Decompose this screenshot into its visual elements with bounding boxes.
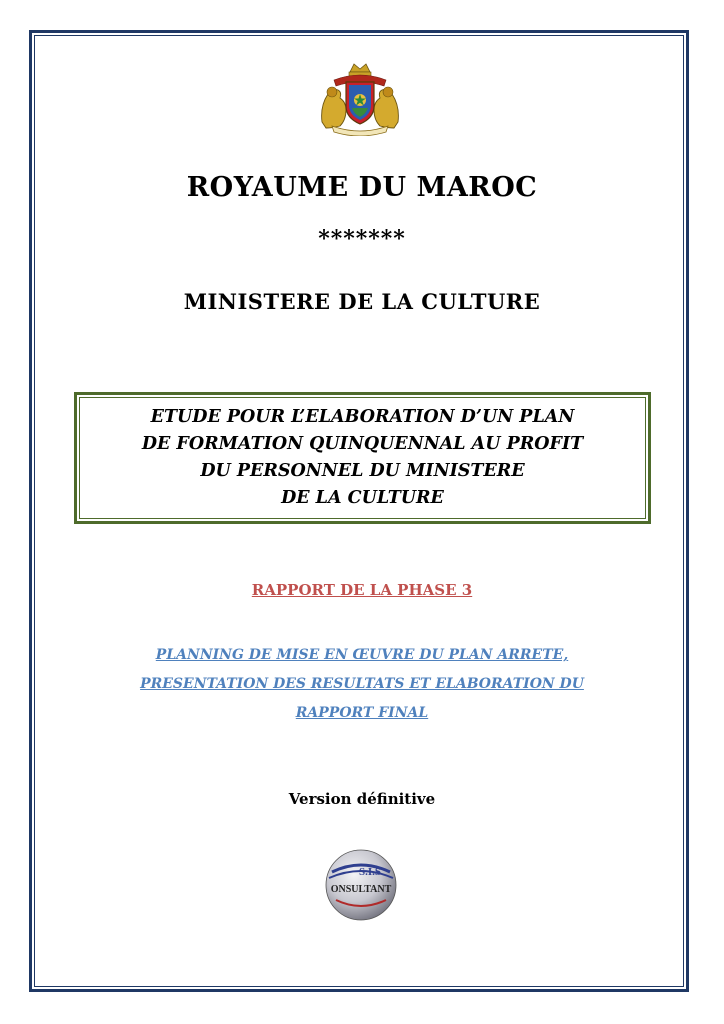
logo-text-top: S.I.S	[358, 866, 382, 878]
report-subtitle-line: PLANNING DE MISE EN ŒUVRE DU PLAN ARRETE,	[155, 647, 569, 663]
logo-text-bottom: ONSULTANT	[330, 884, 392, 895]
study-title	[80, 404, 645, 512]
country-name: ROYAUME DU MAROC	[186, 172, 538, 203]
report-phase-heading: RAPPORT DE LA PHASE 3	[251, 581, 473, 599]
report-subtitle-line: PRESENTATION DES RESULTATS ET ELABORATION DU	[140, 676, 584, 692]
study-title-line: ETUDE POUR L’ELABORATION D’UN PLAN	[150, 407, 575, 427]
report-subtitle-line: RAPPORT FINAL	[295, 705, 429, 721]
study-title-line: DE LA CULTURE	[281, 488, 444, 508]
coat-of-arms-icon	[316, 62, 404, 136]
study-title-line: DE FORMATION QUINQUENNAL AU PROFIT	[141, 434, 584, 454]
study-title-line: DU PERSONNEL DU MINISTERE	[200, 461, 525, 481]
ministry-name: MINISTERE DE LA CULTURE	[183, 289, 541, 314]
separator-stars: *******	[318, 226, 406, 252]
consultant-logo-icon	[324, 848, 398, 922]
version-label: Version définitive	[288, 790, 436, 808]
